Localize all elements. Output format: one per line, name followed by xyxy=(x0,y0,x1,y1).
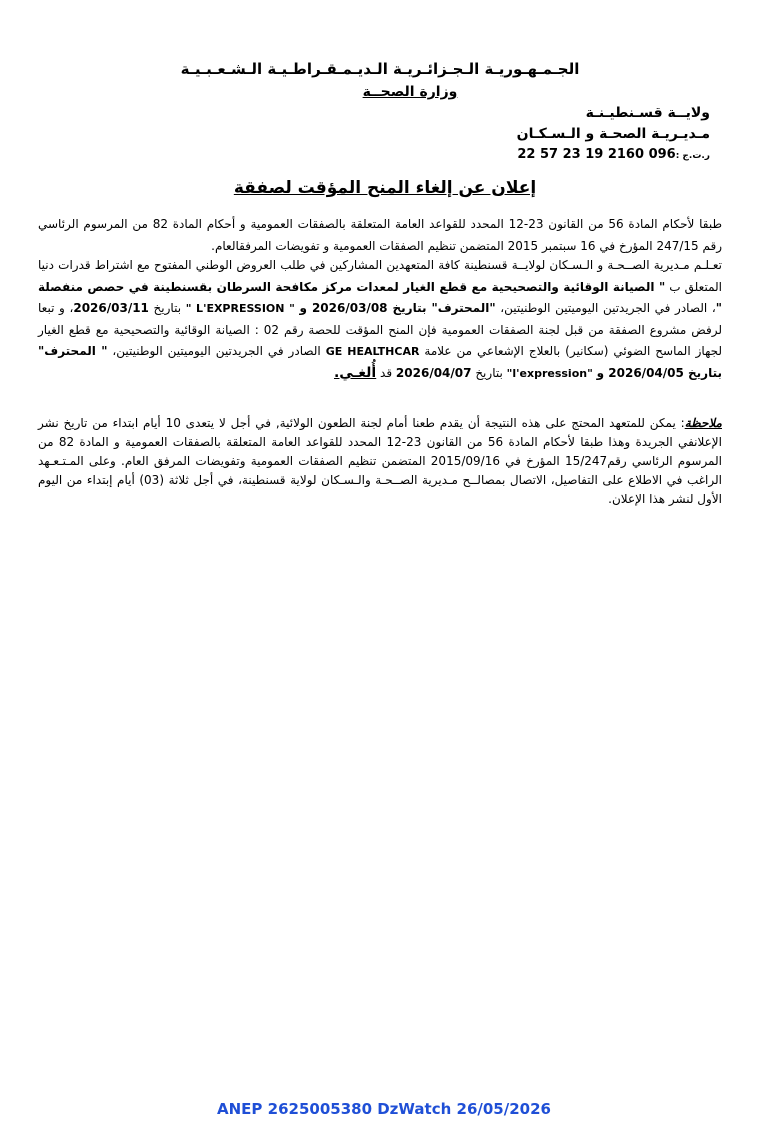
republic-heading: الجـمـهـوريـة الـجـزائـريـة الـديـمـقـراطـيـة الـشـعـبـيـة xyxy=(180,60,580,78)
newspaper-1: "المحترف" بتاريخ 2026/03/08 و xyxy=(299,301,496,315)
body-published-2: الصادر في الجريدتين اليوميتين الوطنيتين، xyxy=(112,344,321,358)
equipment-brand: GE HEALTHCAR xyxy=(325,345,420,358)
date-2: 2026/04/07 xyxy=(395,365,472,380)
direction-heading: مـديـريـة الصحـة و الـسـكـان xyxy=(516,126,710,142)
body-decision: ، و تبعا لرفض مشروع الصفقة من قبل لجنة الصفقات العمومية فإن المنح المؤقت للحصة رقم 02 : الصيانة الوقائية والتصحيحية مع قطع الغيار لجهاز الماسح الضوئي (سكانير) بالعلاج الإشعاعي من علامة xyxy=(38,301,723,358)
phone-line xyxy=(517,147,710,162)
note-text: : يمكن للمتعهد المحتج على هذه النتيجة أن يقدم طعنا أمام لجنة الطعون الولائية, في أجل لا يتعدى 10 أيام ابتداء من تاريخ نشر الإعلانفي الجريدة وهذا طبقا لأحكام المادة 56 من القانون 23-12 المحدد للقواعد العامة المتعلقة بالصفقات العمومية و المادة 82 من المرسوم الرئاسي رقم15/247 المؤرخ في 2015/09/16 المتضمن تنظيم الصفقات العمومية وتفويضات المرفق العام. وعلى المـتـعـهد الراغب في الاطلاع على التفاصيل، الاتصال بمصالــح مـديرية الصــحـة والـسـكان لولاية قسنطينة، في أجل ثلاثة (03) أيام إبتداء من اليوم الأول لنشر هذا الإعلان. xyxy=(38,416,722,506)
ministry-heading: وزارة الصحــة xyxy=(362,84,458,100)
qad-word: قد xyxy=(380,365,393,380)
publication-footer: ANEP 2625005380 DzWatch 26/05/2026 xyxy=(217,1100,551,1118)
date-word-2: بتاريخ xyxy=(475,365,503,380)
phone-number: 096 2160 19 23 57 22 xyxy=(517,147,676,162)
note-paragraph xyxy=(38,414,722,509)
date-word-1: بتاريخ xyxy=(153,301,182,315)
newspaper-2: " L'EXPRESSION " xyxy=(185,302,295,315)
tender-subject: " الصيانة الوقائية والتصحيحية مع قطع الغيار لمعدات مركز مكافحة السرطان بقسنطينة في حصص منفصلة " xyxy=(38,279,723,315)
legal-basis-paragraph: طبقا لأحكام المادة 56 من القانون 23-12 المحدد للقواعد العامة المتعلقة بالصفقات العمومية و أحكام المادة 82 من المرسوم الرئاسي رقم 247/15 المؤرخ في 16 سبتمبر 2015 المتضمن تنظيم الصفقات العمومية و تفويضات المرفقالعام. xyxy=(38,217,723,253)
body-published: ، الصادر في الجريدتين اليوميتين الوطنيتين، xyxy=(500,301,716,315)
wilaya-heading: ولايــة قسـنطيـنـة xyxy=(585,105,710,121)
note-label: ملاحظة xyxy=(684,416,722,430)
body-intro: تعـلـم مـديرية الصــحـة و الـسـكان لولايــة قسنطينة كافة المتعهدين المشاركين في طلب العروض الوطني المفتوح مع اشتراط قدرات دنيا المتعلق ب xyxy=(38,258,722,294)
phone-label: ر.ت.ج : xyxy=(675,151,710,161)
announcement-title: إعلان عن إلغاء المنح المؤقت لصفقة xyxy=(233,178,537,198)
cancelled-word: أُلغـي. xyxy=(333,364,377,381)
announcement-body-paragraph xyxy=(38,255,722,384)
newspaper-3: " المحترف" بتاريخ 2026/04/05 و xyxy=(38,344,722,380)
date-1: 2026/03/11 xyxy=(73,301,149,315)
newspaper-4: "l'expression" xyxy=(506,366,593,380)
